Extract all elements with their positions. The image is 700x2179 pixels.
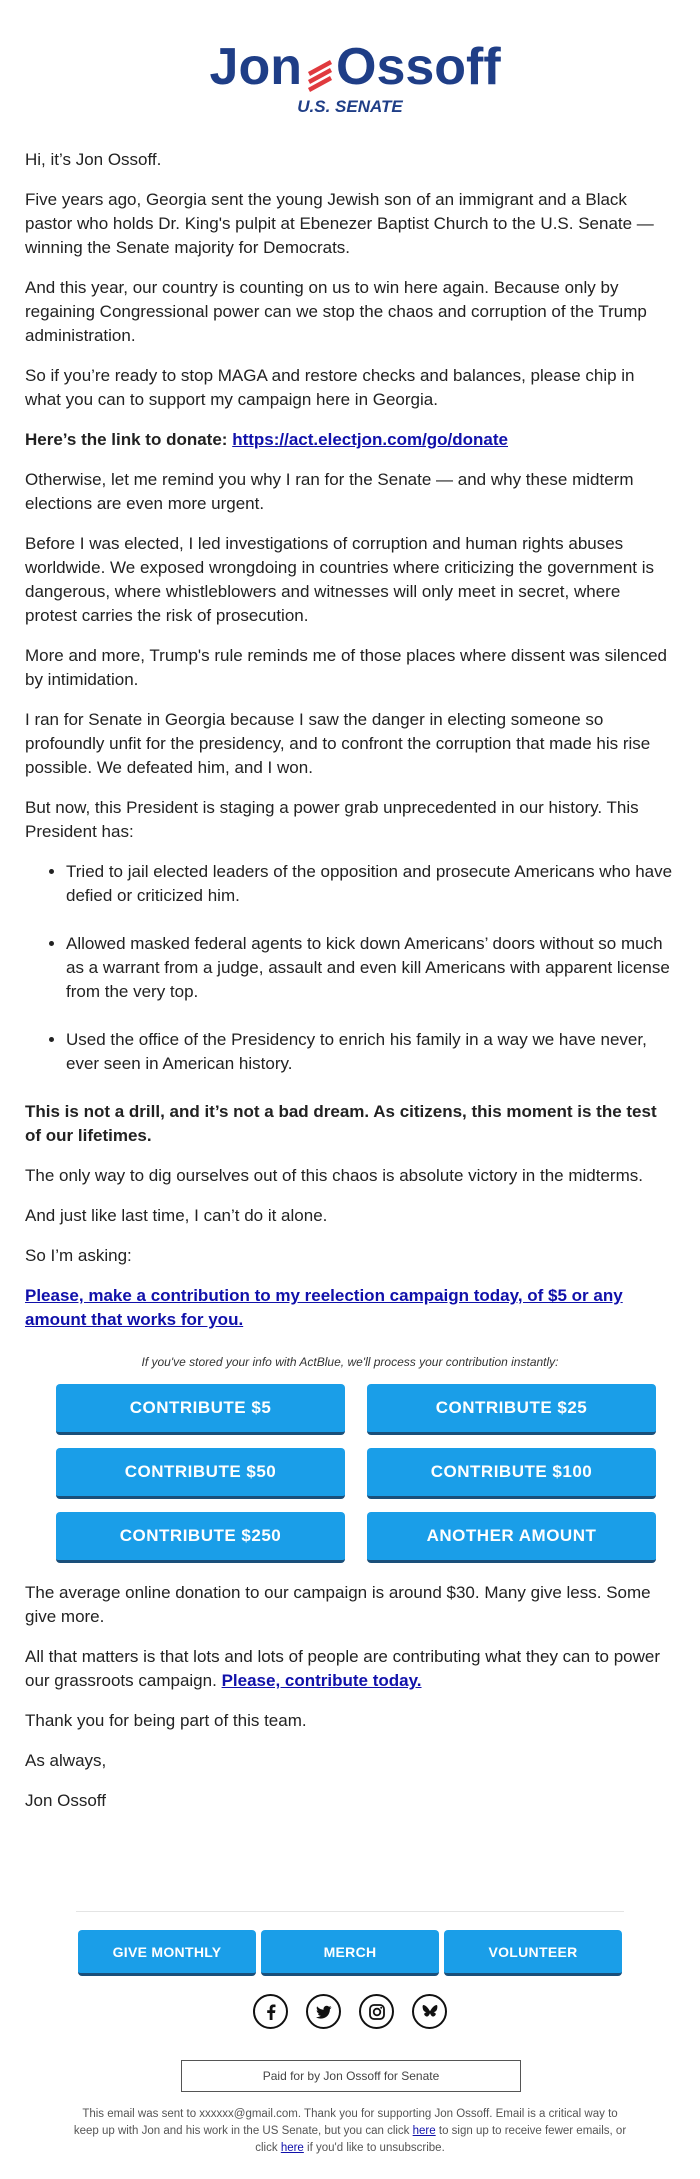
facebook-icon[interactable]: [253, 1994, 288, 2029]
logo-name-right: Ossoff: [336, 38, 501, 96]
flag-stripes-icon: [308, 60, 332, 92]
give-monthly-button[interactable]: GIVE MONTHLY: [78, 1930, 256, 1976]
merch-button[interactable]: MERCH: [261, 1930, 439, 1976]
contribute-button-grid: [56, 1384, 656, 1563]
donate-label: Here’s the link to donate:: [25, 430, 228, 449]
paid-for-box: Paid for by Jon Ossoff for Senate: [181, 2060, 521, 2092]
fewer-emails-link[interactable]: here: [412, 2125, 436, 2137]
footer-divider: [76, 1911, 624, 1912]
paragraph: But now, this President is staging a power grab unprecedented in our history. This President has:: [25, 798, 639, 841]
contribute-today-link[interactable]: Please, contribute today.: [221, 1671, 422, 1690]
social-links: [0, 1994, 700, 2029]
logo-subtitle: U.S. SENATE: [297, 97, 403, 116]
actblue-note: If you've stored your info with ActBlue, we'll process your contribution instantly:: [141, 1355, 559, 1369]
signature: Jon Ossoff: [25, 1791, 106, 1810]
legal-text-part: to sign up to receive fewer emails, or click: [255, 2125, 627, 2154]
campaign-logo: [0, 34, 700, 116]
contribute-5-button[interactable]: CONTRIBUTE $5: [56, 1384, 345, 1435]
paragraph: Thank you for being part of this team.: [25, 1711, 307, 1730]
donate-link[interactable]: https://act.electjon.com/go/donate: [232, 430, 509, 449]
list-item: • Tried to jail elected leaders of the opposition and prosecute Americans who have defied or criticized him.: [66, 860, 675, 908]
paragraph: And this year, our country is counting on us to win here again. Because only by regaining Congressional power can we stop the chaos and corruption of the Trump administration.: [25, 278, 647, 345]
paragraph: The average online donation to our campaign is around $30. Many give less. Some give more.: [25, 1583, 651, 1626]
contribute-250-button[interactable]: CONTRIBUTE $250: [56, 1512, 345, 1563]
contribute-100-button[interactable]: CONTRIBUTE $100: [367, 1448, 656, 1499]
greeting: Hi, it’s Jon Ossoff.: [25, 150, 162, 169]
closing: As always,: [25, 1751, 107, 1770]
unsubscribe-link[interactable]: here: [280, 2142, 304, 2154]
contribute-25-button[interactable]: CONTRIBUTE $25: [367, 1384, 656, 1435]
paragraph: I ran for Senate in Georgia because I saw the danger in electing someone so profoundly unfit for the presidency, and to confront the corruption that made his rise possible. We defeated him, and I won.: [25, 710, 651, 777]
paragraph: So I’m asking:: [25, 1246, 132, 1265]
legal-text: [70, 2106, 630, 2157]
bluesky-icon[interactable]: [412, 1994, 447, 2029]
paragraph: Otherwise, let me remind you why I ran for the Senate — and why these midterm elections are even more urgent.: [25, 470, 634, 513]
paragraph: More and more, Trump's rule reminds me of those places where dissent was silenced by intimidation.: [25, 646, 667, 689]
instagram-icon[interactable]: [359, 1994, 394, 2029]
paragraph: The only way to dig ourselves out of this chaos is absolute victory in the midterms.: [25, 1166, 643, 1185]
paragraph-with-link: [25, 1645, 675, 1693]
legal-text-part: if you'd like to unsubscribe.: [307, 2142, 445, 2154]
paragraph: So if you’re ready to stop MAGA and restore checks and balances, please chip in what you can to support my campaign here in Georgia.: [25, 366, 635, 409]
donate-line: [25, 428, 675, 452]
list-item: • Used the office of the Presidency to enrich his family in a way we have never, ever seen in American history.: [66, 1028, 675, 1076]
another-amount-button[interactable]: ANOTHER AMOUNT: [367, 1512, 656, 1563]
ask-line: [25, 1284, 675, 1332]
logo-name-left: Jon: [209, 38, 302, 96]
footer-button-row: [78, 1930, 622, 1976]
grievance-list: [25, 860, 675, 1076]
paragraph: Before I was elected, I led investigations of corruption and human rights abuses worldwide. We exposed wrongdoing in countries where criticizing the government is dangerous, where whistleblowers and witnesses will only meet in secret, where protest carries the risk of prosecution.: [25, 534, 654, 625]
paragraph-text: All that matters is that lots and lots of people are contributing what they can to power our grassroots campaign.: [25, 1647, 661, 1690]
contribute-50-button[interactable]: CONTRIBUTE $50: [56, 1448, 345, 1499]
x-twitter-icon[interactable]: [306, 1994, 341, 2029]
list-item: • Allowed masked federal agents to kick down Americans’ doors without so much as a warrant from a judge, assault and even kill Americans with apparent license from the very top.: [66, 932, 675, 1004]
paragraph: Five years ago, Georgia sent the young Jewish son of an immigrant and a Black pastor who holds Dr. King's pulpit at Ebenezer Baptist Church to the U.S. Senate — winning the Senate majority for Democrats.: [25, 190, 654, 257]
paragraph: And just like last time, I can’t do it alone.: [25, 1206, 328, 1225]
bold-statement: This is not a drill, and it’s not a bad dream. As citizens, this moment is the test of our lifetimes.: [25, 1102, 657, 1145]
ask-link[interactable]: Please, make a contribution to my reelection campaign today, of $5 or any amount that works for you.: [25, 1286, 623, 1329]
email-body: [25, 148, 675, 1829]
volunteer-button[interactable]: VOLUNTEER: [444, 1930, 622, 1976]
legal-text-part: This email was sent to xxxxxx@gmail.com. Thank you for supporting Jon Ossoff. Email is a critical way to keep up with Jon and his work in the US Senate, but you can click: [73, 2108, 618, 2137]
